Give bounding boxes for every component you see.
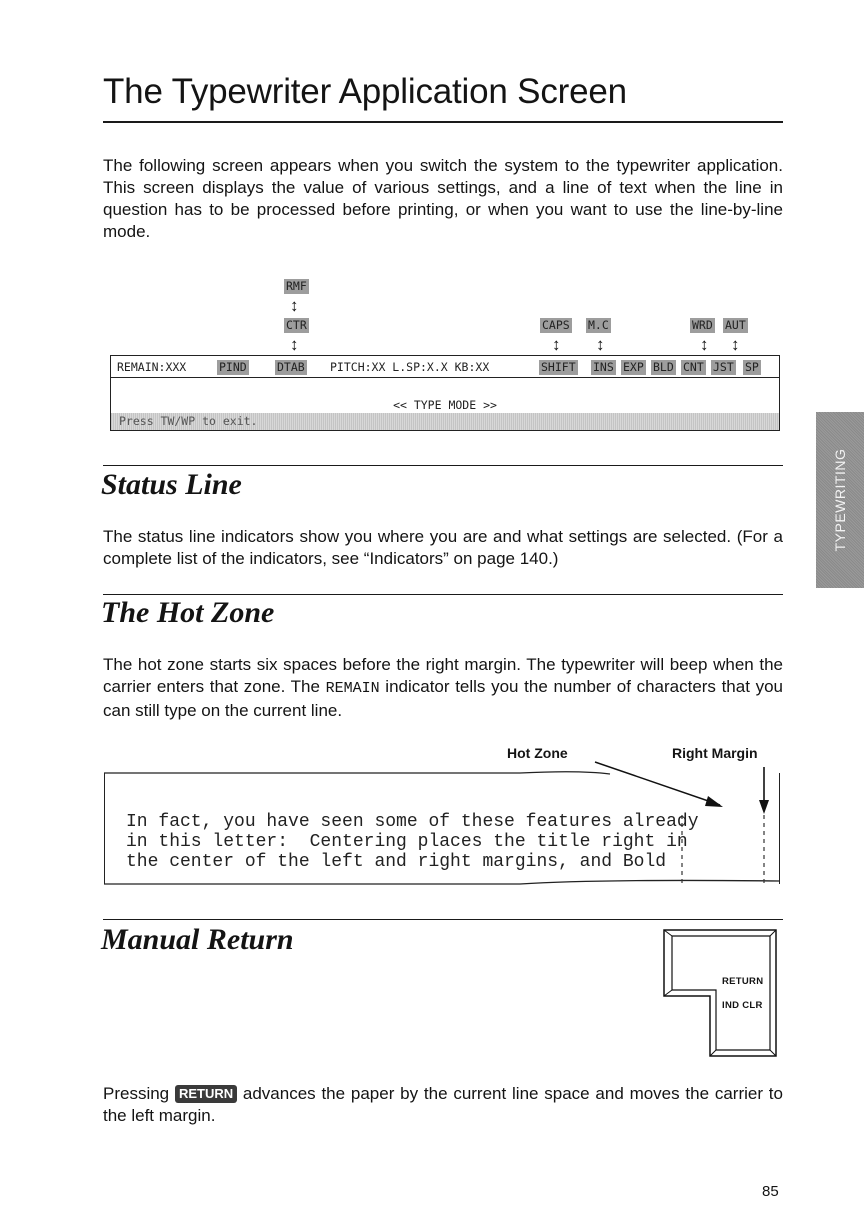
section-heading-manual-return: Manual Return [101, 923, 294, 956]
type-mode-label: << TYPE MODE >> [393, 398, 497, 412]
indicator-caps: CAPS [542, 318, 570, 332]
section-heading-status-line: Status Line [101, 468, 242, 501]
section-thumb-label: TYPEWRITING [832, 448, 848, 552]
indicator-wrd: WRD [692, 318, 713, 332]
bld-indicator: BLD [653, 360, 674, 374]
right-margin-label: Right Margin [672, 745, 758, 761]
exit-prompt: Press TW/WP to exit. [119, 414, 258, 428]
sp-indicator: SP [745, 360, 759, 374]
updown-arrow-icon: ↕ [290, 335, 299, 354]
manual-return-text-2: advances the paper by the current line space and moves the carrier to the left margin. [103, 1084, 783, 1125]
cnt-indicator: CNT [683, 360, 704, 374]
manual-return-text-1: Pressing [103, 1084, 175, 1103]
ins-indicator: INS [593, 360, 614, 374]
example-line-1: In fact, you have seen some of these features already [126, 812, 699, 832]
page-title: The Typewriter Application Screen [103, 72, 627, 111]
return-key-icon [662, 928, 782, 1060]
jst-indicator: JST [713, 360, 734, 374]
ind-clr-key-label: IND CLR [722, 1000, 763, 1011]
hot-zone-label: Hot Zone [507, 745, 568, 761]
indicator-aut: AUT [725, 318, 746, 332]
updown-arrow-icon: ↕ [596, 335, 605, 354]
indicator-rmf: RMF [286, 279, 307, 293]
pind-indicator: PIND [219, 360, 247, 374]
intro-paragraph: The following screen appears when you switch the system to the typewriter application. This screen displays the value of various settings, and a line of text when the line in question has to be processed before printing, or when you want to use the line-by-line mode. [103, 156, 783, 241]
dtab-indicator: DTAB [277, 360, 305, 374]
page-number: 85 [762, 1183, 779, 1200]
exp-indicator: EXP [623, 360, 644, 374]
remain-code: REMAIN [325, 680, 380, 697]
shift-indicator: SHIFT [541, 360, 576, 374]
section-heading-hot-zone: The Hot Zone [101, 596, 275, 629]
section-rule [103, 919, 783, 920]
updown-arrow-icon: ↕ [290, 296, 299, 315]
pitch-indicator: PITCH:XX L.SP:X.X KB:XX [330, 360, 490, 374]
updown-arrow-icon: ↕ [700, 335, 709, 354]
return-key-inline-icon: RETURN [175, 1085, 237, 1103]
return-key-label: RETURN [722, 976, 764, 987]
indicator-ctr: CTR [286, 318, 307, 332]
example-line-2: in this letter: Centering places the title right in [126, 832, 688, 852]
status-line-paragraph: The status line indicators show you where you are and what settings are selected. (For a complete list of the indicators, see “Indicators” on page 140.) [103, 527, 783, 568]
indicator-mc: M.C [588, 318, 609, 332]
updown-arrow-icon: ↕ [552, 335, 561, 354]
hot-zone-text-1: The hot zone starts six spaces before the right margin. The typewriter will beep when the carrier enters that zone. The [103, 655, 783, 696]
manual-return-paragraph [103, 1083, 783, 1127]
example-line-3: the center of the left and right margins, and Bold [126, 852, 667, 872]
remain-indicator: REMAIN:XXX [117, 360, 187, 374]
updown-arrow-icon: ↕ [731, 335, 740, 354]
hot-zone-text-2: indicator tells you the number of characters that you can still type on the current line. [103, 677, 784, 720]
